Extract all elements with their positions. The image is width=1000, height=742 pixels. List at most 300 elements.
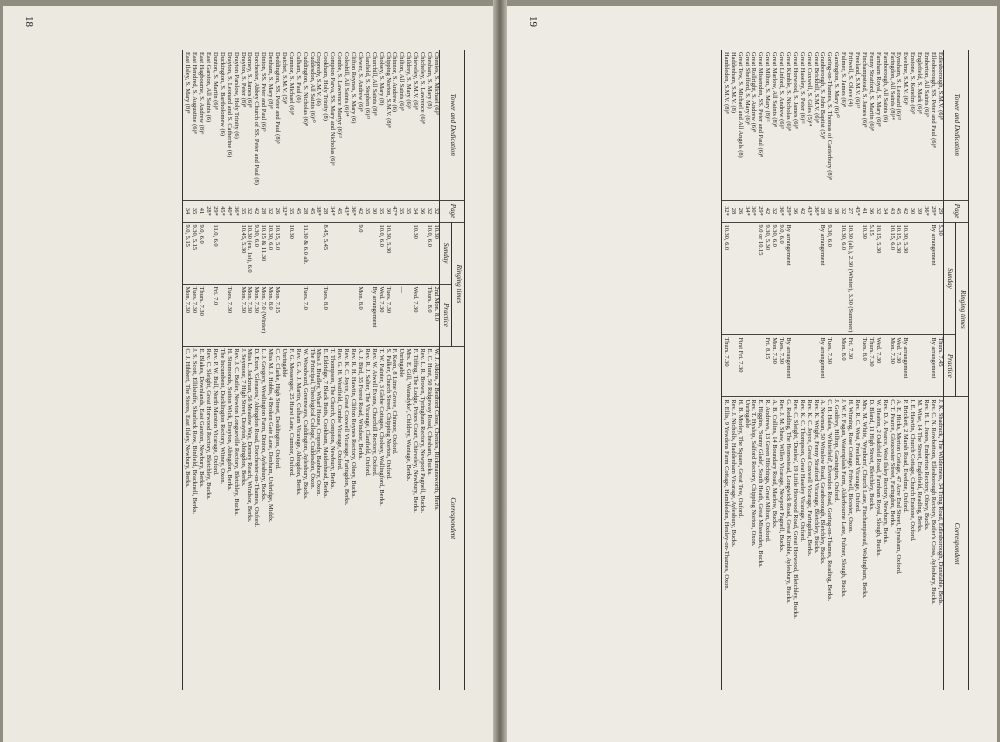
page-ref-cell: 42 bbox=[356, 200, 363, 222]
practice-cell: By arrangement bbox=[784, 335, 791, 397]
page-ref-cell: 42 bbox=[763, 200, 770, 222]
table-row bbox=[404, 50, 411, 690]
sunday-cell: By arrangement bbox=[929, 222, 936, 335]
page-ref-cell: 32 bbox=[432, 200, 439, 222]
sunday-cell: 9.30, 6.0 bbox=[826, 222, 833, 335]
page-ref-cell: 28* bbox=[204, 200, 211, 222]
correspondent-cell: W. J. Atkins, 2 Bedford Close, Chenies, Rickmansworth, Herts. bbox=[432, 346, 439, 690]
table-row bbox=[881, 50, 888, 690]
practice-cell bbox=[308, 284, 315, 346]
page-ref-cell: 41 bbox=[860, 200, 867, 222]
page-ref-cell: 45 bbox=[308, 200, 315, 222]
tower-cell: Dinton, SS. Peter and Paul (6)⁹ bbox=[260, 52, 268, 132]
table-row bbox=[411, 50, 418, 690]
correspondent-cell: M. Wise, 14 The Street, Englefield, Reading, Berks. bbox=[915, 397, 922, 690]
table-row bbox=[315, 50, 322, 690]
sunday-cell: 10.30 (ex. 1st), 6.0 bbox=[246, 222, 253, 284]
tower-cell: Denham, S. Mary (8)⁸ bbox=[267, 52, 275, 109]
correspondent-cell: H. B. Morley, The Square, Great Tew, Oxford. bbox=[736, 397, 743, 690]
sunday-cell: 10.0, 6.0 bbox=[377, 222, 384, 284]
page-ref-cell: 35 bbox=[404, 200, 411, 222]
table-row bbox=[915, 50, 922, 690]
correspondent-cell: R. Andrews, 13 Green Hitchings, Great Milton, Oxford. bbox=[763, 397, 770, 690]
practice-cell bbox=[729, 335, 736, 397]
tower-cell: Edlesborough, S.M.V. (6)⁸ bbox=[936, 52, 944, 120]
correspondent-cell: Unringable bbox=[743, 397, 750, 690]
correspondent-cell: R. Ellis, 9 Yewdens Farm Cottage, Hambleden, Henley-on-Thames, Oxon. bbox=[721, 397, 728, 690]
practice-cell bbox=[812, 335, 819, 397]
tower-cell: Dunton, S. Martin (6)⁸ bbox=[211, 52, 219, 110]
table-row bbox=[259, 50, 266, 690]
table-row bbox=[812, 50, 819, 690]
correspondent-cell: A. Newman, 50 Winslow Road, Granborough, Bletchley, Bucks. bbox=[819, 397, 826, 690]
correspondent-cell: C. C. Clarke, High Street, Deddington, Oxford. bbox=[273, 346, 280, 690]
correspondent-cell: Rev. H. L. Jones, Emberton Rectory, Olney, Bucks. bbox=[922, 397, 929, 690]
correspondent-cell: E. Higgins, 'Sunny Glade', South Heath, Great Missenden, Bucks. bbox=[756, 397, 763, 690]
right-page bbox=[507, 6, 997, 742]
sunday-cell: 10.30, 5.30 bbox=[901, 222, 908, 335]
practice-cell: Thurs. 7.30 bbox=[197, 284, 204, 346]
tower-cell: Freeland, S.M.V. (6)¹³ bbox=[854, 52, 862, 109]
practice-cell: Thurs. 7.45 bbox=[936, 335, 943, 397]
sunday-cell: 10.30 bbox=[287, 222, 294, 284]
tower-cell: Great Tew, S. Michael and All Angels (8) bbox=[736, 52, 744, 158]
correspondent-cell: P. Brickett, 2 Marsh Road, Ewelme, Oxford. bbox=[901, 397, 908, 690]
page-ref-cell: 32 bbox=[266, 200, 273, 222]
header-page: Page bbox=[943, 200, 968, 222]
sunday-cell: 9.0, 5.15 bbox=[183, 222, 190, 284]
tower-cell: Clewer, S. Andrew (6)⁸ bbox=[356, 52, 364, 112]
practice-cell bbox=[335, 284, 342, 346]
correspondent-cell: H. Simmonds, Sutton Wick, Drayton, Abingdon, Berks. bbox=[225, 346, 232, 690]
page-ref-cell: 35 bbox=[239, 200, 246, 222]
page-ref-cell: 28 bbox=[729, 200, 736, 222]
correspondent-cell: F. G. Messenger, 25 Hurst Lane, Cumnor, Oxford. bbox=[287, 346, 294, 690]
table-row bbox=[363, 50, 370, 690]
page-ref-cell: 43 bbox=[888, 200, 895, 222]
practice-cell: Tues. 8.0 bbox=[322, 284, 329, 346]
correspondent-cell: The Principal, Theological College, Cuddesdon, Oxon. bbox=[308, 346, 315, 690]
practice-cell bbox=[404, 284, 411, 346]
practice-cell: Mon. 7.30 bbox=[252, 284, 259, 346]
sunday-cell bbox=[315, 222, 322, 284]
practice-cell bbox=[349, 284, 356, 346]
correspondent-cell: J. K. Shadrack, The Wilderness, 34 Tring Road, Edlesborough, Dunstable, Beds. bbox=[936, 397, 943, 690]
page-ref-cell: 43* bbox=[805, 200, 812, 222]
tower-cell: Great Marlow, All Saints (8)⁸ bbox=[771, 52, 779, 128]
table-row bbox=[418, 50, 425, 690]
practice-cell bbox=[315, 284, 322, 346]
sunday-cell: 9.0 bbox=[356, 222, 363, 284]
correspondent-cell: C. H. Hales, 'Whitefield', Elvendon Road, Goring-on-Thames, Reading, Berks. bbox=[826, 397, 833, 690]
table-row bbox=[874, 50, 881, 690]
correspondent-cell: F. Tiffing, The Lodge, Priors Court, Chieveley, Newbury, Berks. bbox=[411, 346, 418, 690]
table-row bbox=[888, 50, 895, 690]
page-ref-cell: 32 bbox=[770, 200, 777, 222]
tower-cell: Haddenham, S.M.V. (8) bbox=[729, 52, 737, 113]
tower-cell: Farnham Royal, S. Mary (6)⁸ bbox=[874, 52, 882, 127]
practice-cell: Thurs. 8.0 bbox=[425, 284, 432, 346]
tower-cell: Drayton, S. Peter (8)⁸ bbox=[239, 52, 247, 108]
sunday-cell: 9.30, 6.0 bbox=[252, 222, 259, 284]
practice-cell bbox=[853, 335, 860, 397]
practice-cell: By arrangement bbox=[370, 284, 377, 346]
sunday-cell bbox=[404, 222, 411, 284]
table-row bbox=[349, 50, 356, 690]
sunday-cell bbox=[743, 222, 750, 335]
correspondent-cell: D. Exon, 'Glenaros,' Abingdon Road, Dorchester-on-Thames, Oxford. bbox=[252, 346, 259, 690]
tower-cell: Compton Parva, SS. Mary and Nicholas (6)⁶ bbox=[329, 52, 337, 166]
correspondent-cell: E. Eldridge, 7 Black Butts, Cookham, Maidenhead, Berks. bbox=[322, 346, 329, 690]
practice-cell bbox=[280, 284, 287, 346]
tower-cell: East Hagbourne, S. Andrew (8)⁶ bbox=[198, 52, 206, 135]
page-ref-cell: 36 bbox=[791, 200, 798, 222]
header-sunday: Sunday bbox=[439, 222, 452, 284]
practice-cell: Mon. 7.15 bbox=[273, 284, 280, 346]
tower-cell: Chieveley, S.M.V. (6)⁸ bbox=[412, 52, 420, 110]
sunday-cell bbox=[363, 222, 370, 284]
page-ref-cell: 34 bbox=[881, 200, 888, 222]
table-row bbox=[721, 50, 728, 690]
table-row bbox=[867, 50, 874, 690]
page-ref-cell: 28 bbox=[259, 200, 266, 222]
table-row bbox=[239, 50, 246, 690]
correspondent-cell: A. J. Bird, 35 Forest Road, Windsor, Berks. bbox=[356, 346, 363, 690]
page-ref-cell: 29 bbox=[936, 200, 943, 222]
practice-cell bbox=[908, 335, 915, 397]
correspondent-cell: Rev. L. R. Brown, Tyringham Rectory, Newport Pagnell, Bucks. bbox=[418, 346, 425, 690]
practice-cell bbox=[743, 335, 750, 397]
page-ref-cell: 28 bbox=[301, 200, 308, 222]
page-ref-cell: 26 bbox=[273, 200, 280, 222]
header-correspondent: Correspondent bbox=[439, 346, 464, 690]
tower-cell: Datchet, S.M.V. (5)⁸ bbox=[280, 52, 288, 105]
practice-cell bbox=[791, 335, 798, 397]
correspondent-cell: W. Woodward, Greenways, Cuddington, Aylesbury, Bucks. bbox=[301, 346, 308, 690]
correspondent-cell: Rev. K. C. Joyce, Great Coxwell Vicarage, Faringdon, Berks. bbox=[805, 397, 812, 690]
page-ref-cell: 34 bbox=[183, 200, 190, 222]
tower-cell: Great Coxwell, S. Giles (5)¹⁴ bbox=[805, 52, 813, 127]
correspondent-cell: J. Godfrey, Hilltop, Garsington, Oxford. bbox=[832, 397, 839, 690]
sunday-cell: 10.30 bbox=[411, 222, 418, 284]
table-row bbox=[342, 50, 349, 690]
right-page-rotated-content bbox=[507, 6, 997, 742]
sunday-cell bbox=[308, 222, 315, 284]
correspondent-cell: Rev. J. C. Butler, Newton Longueville Rectory, Bletchley, Bucks. bbox=[232, 346, 239, 690]
table-row bbox=[328, 50, 335, 690]
page-ref-cell: 34* bbox=[743, 200, 750, 222]
tower-cell: Hambleden, S.M.V. (8)⁸ bbox=[721, 50, 728, 200]
page-ref-cell: 36* bbox=[232, 200, 239, 222]
sunday-cell: 10.30 bbox=[860, 222, 867, 335]
sunday-cell: 9.30, 5.15 bbox=[190, 222, 197, 284]
page-ref-cell: 45* bbox=[853, 200, 860, 222]
table-row bbox=[308, 50, 315, 690]
page-number: 18 bbox=[23, 16, 35, 27]
page-ref-cell: 29* bbox=[756, 200, 763, 222]
tower-cell: Culham, S. Paul (6) bbox=[294, 52, 302, 103]
correspondent-cell: Rev. R. J. Salter, The Vicarage, Clanfield, Oxford. bbox=[363, 346, 370, 690]
sunday-cell bbox=[791, 222, 798, 335]
practice-cell: Wed. 7.30 bbox=[895, 335, 902, 397]
page-ref-cell: 32 bbox=[425, 200, 432, 222]
sunday-cell bbox=[881, 222, 888, 335]
correspondent-cell: C. J. Hibbert, The Stores, East Ilsley, Newbury, Berks. bbox=[183, 346, 190, 690]
correspondent-cell: J. S. Scott, Ellilstuffe, Shurlock Row, Binfield, Bracknell, Berks. bbox=[190, 346, 197, 690]
practice-cell bbox=[204, 284, 211, 346]
tower-cell: Deddington, SS. Peter and Paul (8)⁵ bbox=[274, 52, 282, 144]
table-row bbox=[763, 50, 770, 690]
tower-cell: Drayton, S. Leonard and S. Catherine (6) bbox=[225, 52, 233, 158]
page-ref-cell: 36* bbox=[349, 200, 356, 222]
tower-cell: Ewelme, S.M.V. (6)⁶ bbox=[902, 52, 910, 106]
tower-cell: Cuddesdon, All Saints (6)¹⁰ bbox=[308, 52, 316, 123]
table-row bbox=[819, 50, 826, 690]
tower-cell: Dorchester, Abbey Church of SS. Peter and Paul (8) bbox=[253, 52, 261, 185]
page-ref-cell: 38 bbox=[832, 200, 839, 222]
practice-cell bbox=[750, 335, 757, 397]
tower-cell: Childrey, S. Mary (6)⁵ bbox=[405, 52, 413, 110]
sunday-cell bbox=[832, 222, 839, 335]
practice-cell bbox=[342, 284, 349, 346]
page-ref-cell: 30* bbox=[750, 200, 757, 222]
correspondent-cell: Mrs. E. Gill, 'Wansdyke', Childrey, Wantage, Berks. bbox=[404, 346, 411, 690]
tower-cell: Eynsham, S. Leonard (6)¹² bbox=[895, 52, 903, 120]
sunday-cell: 9.0, 6.0 bbox=[197, 222, 204, 284]
page-number: 19 bbox=[527, 16, 539, 27]
table-row bbox=[287, 50, 294, 690]
header-correspondent: Correspondent bbox=[943, 397, 968, 690]
page-ref-cell: 28 bbox=[819, 200, 826, 222]
sunday-cell bbox=[397, 222, 404, 284]
tower-cell: Finchampstead, S. James (6)⁸ bbox=[860, 52, 868, 128]
tower-cell: Emberton, All Saints (6)⁹ bbox=[923, 52, 931, 117]
table-row bbox=[895, 50, 902, 690]
correspondent-cell: Miss L. Jackman, 56 Meadow Way, Dorney Reach, Windsor, Berks. bbox=[246, 346, 253, 690]
left-page bbox=[3, 6, 493, 742]
table-row bbox=[232, 50, 239, 690]
tower-cell: Clanfield, S. Stephen (6)¹³ bbox=[363, 52, 371, 120]
tower-cell: Great Brickhill, S.M.V. (6)⁸ bbox=[812, 52, 820, 123]
tower-cell: Churchill, All Saints (8)⁸ bbox=[370, 52, 378, 116]
tower-cell: Chinnor, S. Andrew (6) bbox=[391, 52, 399, 112]
tower-cell: East Ilsley, S. Mary (8)⁸ bbox=[183, 50, 190, 200]
page-ref-cell: 34 bbox=[411, 200, 418, 222]
practice-cell: Tues. 7.0 bbox=[301, 284, 308, 346]
practice-cell: Wed. 7.30 bbox=[874, 335, 881, 397]
sunday-cell bbox=[225, 222, 232, 284]
table-row bbox=[397, 50, 404, 690]
tower-cell: Garsington, S. Mary (6)¹⁰ bbox=[833, 52, 841, 118]
practice-cell: Thurs. 7.30 bbox=[867, 335, 874, 397]
table-row bbox=[335, 50, 342, 690]
correspondent-cell: J. Seymour, 7 High Street, Drayton, Abingdon, Berks. bbox=[239, 346, 246, 690]
practice-cell: Tues. 7.30 bbox=[190, 284, 197, 346]
practice-cell bbox=[832, 335, 839, 397]
sunday-cell bbox=[391, 222, 398, 284]
correspondent-cell: T. W. Painter, 3 Glebe Cottages, Cholsey, Wallingford, Berks. bbox=[377, 346, 384, 690]
sunday-cell: 9.0 or 10.15 bbox=[756, 222, 763, 335]
practice-cell bbox=[805, 335, 812, 397]
table-row bbox=[770, 50, 777, 690]
practice-cell bbox=[922, 335, 929, 397]
sunday-cell bbox=[218, 222, 225, 284]
tower-cell: Cholsey, S. Mary (8) bbox=[377, 52, 385, 106]
sunday-cell bbox=[294, 222, 301, 284]
table-row bbox=[197, 50, 204, 690]
tower-cell: Drayton Parslow, Holy Trinity (6) bbox=[232, 52, 240, 139]
sunday-cell bbox=[349, 222, 356, 284]
tower-cell: Chipping Norton, S.M.V. (8)⁸ bbox=[384, 52, 392, 128]
correspondent-cell: Rev. D. A. Pearce, West Ilsley Rectory, Newbury, Berks. bbox=[881, 397, 888, 690]
page-ref-cell: 36* bbox=[922, 200, 929, 222]
sunday-cell: 10.30, 5.30 bbox=[384, 222, 391, 284]
sunday-cell: 9.30, 6.0 bbox=[770, 222, 777, 335]
tower-cell: East Hendred, S. Augustine (6)⁸ bbox=[191, 52, 199, 134]
page-ref-cell: 45 bbox=[895, 200, 902, 222]
practice-cell: By arrangement bbox=[901, 335, 908, 397]
sunday-cell: 11.0, 6.0 bbox=[211, 222, 218, 284]
sunday-cell bbox=[812, 222, 819, 335]
tower-cell: Goring-on-Thames, S. Thomas of Canterbury (8)⁸ bbox=[826, 52, 834, 180]
page-ref-cell: 36 bbox=[418, 200, 425, 222]
table-row bbox=[280, 50, 287, 690]
tower-cell: Great Haseley, S. Peter (6)¹¹ bbox=[798, 52, 806, 124]
practice-cell bbox=[363, 284, 370, 346]
sunday-cell: 10.30, 6.0 bbox=[721, 222, 728, 335]
sunday-cell: 10.30, 6.0 bbox=[839, 222, 846, 335]
table-row bbox=[826, 50, 833, 690]
table-row bbox=[853, 50, 860, 690]
page-ref-cell: 29* bbox=[929, 200, 936, 222]
table-row bbox=[432, 50, 439, 690]
practice-cell: 2nd Mon. 8.0 bbox=[432, 284, 439, 346]
table-row bbox=[190, 50, 197, 690]
table-row bbox=[391, 50, 398, 690]
practice-cell: Fri. 8.15 bbox=[763, 335, 770, 397]
header-sunday: Sunday bbox=[943, 222, 956, 335]
table-row bbox=[266, 50, 273, 690]
sunday-cell: 10.0, 6.0 bbox=[425, 222, 432, 284]
table-row bbox=[252, 50, 259, 690]
practice-cell: Wed. 7.30 bbox=[377, 284, 384, 346]
practice-cell bbox=[218, 284, 225, 346]
sunday-cell: 8.45, 5.45 bbox=[322, 222, 329, 284]
tower-cell: Cuddington, S. Nicholas (6)⁸ bbox=[301, 52, 309, 127]
sunday-cell bbox=[750, 222, 757, 335]
practice-cell: By arrangement bbox=[819, 335, 826, 397]
sunday-cell: 10.15, 5.30 bbox=[895, 222, 902, 335]
practice-cell: By arrangement bbox=[929, 335, 936, 397]
correspondent-cell: Rev. K. C. Thompson, Great Haseley Vicarage, Oxford. bbox=[798, 397, 805, 690]
table-row bbox=[377, 50, 384, 690]
practice-cell: Mon. 7.0 (Winter) bbox=[259, 284, 266, 346]
page-ref-cell: 32 bbox=[874, 200, 881, 222]
left-page-rotated-content bbox=[3, 6, 493, 742]
page-ref-cell: 41 bbox=[197, 200, 204, 222]
practice-cell: Tues. 7.30 bbox=[225, 284, 232, 346]
tower-cell: Cookham, Holy Trinity (8) bbox=[322, 52, 330, 121]
practice-cell bbox=[294, 284, 301, 346]
sunday-cell bbox=[370, 222, 377, 284]
page-ref-cell: 30 bbox=[384, 200, 391, 222]
page-ref-cell: 45 bbox=[294, 200, 301, 222]
page-ref-cell: 35 bbox=[377, 200, 384, 222]
table-row bbox=[246, 50, 253, 690]
correspondent-cell: G. Redding, The Homestead, Longwick Road, Great Kimble, Aylesbury, Bucks. bbox=[784, 397, 791, 690]
tower-cell: Great Horwood, S. James (6)⁸ bbox=[791, 52, 799, 129]
tower-cell: Great Kimble, S. Nicholas (6)⁸ bbox=[784, 52, 792, 131]
table-row bbox=[756, 50, 763, 690]
table-row bbox=[384, 50, 391, 690]
sunday-cell: 11.30 & 6.0 alt. bbox=[301, 222, 308, 284]
page-ref-cell: 29* bbox=[784, 200, 791, 222]
tower-cell: Chicheley, S. Lawrence (6)⁸ bbox=[419, 52, 427, 124]
correspondent-cell: Rev. G. A. J. Martin, Culham Vicarage, Abingdon, Berks. bbox=[294, 346, 301, 690]
correspondent-cell: Rev. C. N. Rowbottom, Ellesborough Rectory, Butler's Cross, Aylesbury, Bucks. bbox=[929, 397, 936, 690]
table-row bbox=[322, 50, 329, 690]
page-ref-cell: 35 bbox=[287, 200, 294, 222]
table-row bbox=[922, 50, 929, 690]
practice-cell: Mon. 7.30 bbox=[246, 284, 253, 346]
practice-cell: Tues. 7.30 bbox=[826, 335, 833, 397]
tower-cell: Faringdon, All Saints (8)¹⁴ bbox=[888, 52, 896, 120]
practice-cell: Tues. 8.0 bbox=[860, 335, 867, 397]
correspondent-cell: T. Thompson, The Church, Compton, Newbury, Berks. bbox=[328, 346, 335, 690]
sunday-cell bbox=[798, 222, 805, 335]
table-row bbox=[204, 50, 211, 690]
table-row bbox=[211, 50, 218, 690]
header-practice: Practice bbox=[439, 284, 452, 346]
sunday-cell bbox=[805, 222, 812, 335]
towers-table-left bbox=[182, 50, 465, 690]
correspondent-cell: H. Winning, Rose Cottage, Fritwell, Bicester, Oxon. bbox=[846, 397, 853, 690]
practice-cell: — bbox=[397, 284, 404, 346]
correspondent-cell: Rev. J. M. Shaw, Willen Vicarage, Newport Pagnell, Bucks. bbox=[777, 397, 784, 690]
page-ref-cell: 35 bbox=[363, 200, 370, 222]
table-row bbox=[370, 50, 377, 690]
sunday-cell bbox=[342, 222, 349, 284]
correspondent-cell: Rev. R. H. Hawtin, Clifton Reynes Rectory, Olney, Bucks. bbox=[349, 346, 356, 690]
sunday-cell: 10.45, 5.30 bbox=[239, 222, 246, 284]
sunday-cell bbox=[232, 222, 239, 284]
tower-cell: Great Shefford, S. Mary (6)⁶ bbox=[743, 52, 751, 126]
correspondent-cell: Rev. J. Nicholls, Haddenham Vicarage, Aylesbury, Bucks. bbox=[729, 397, 736, 690]
page-ref-cell: 30 bbox=[370, 200, 377, 222]
correspondent-cell: L. J. Gregory, Westlington Farm, Dinton, Aylesbury, Bucks. bbox=[259, 346, 266, 690]
table-row bbox=[750, 50, 757, 690]
practice-cell bbox=[328, 284, 335, 346]
practice-cell: Mon. 7.30 bbox=[239, 284, 246, 346]
page-ref-cell: 36* bbox=[777, 200, 784, 222]
correspondent-cell: E. C. Hunt, 50 Ridgeway Road, Chesham, Bucks. bbox=[425, 346, 432, 690]
page-ref-cell: 43* bbox=[342, 200, 349, 222]
tower-cell: Great Missenden, SS. Peter and Paul (6)⁸ bbox=[757, 52, 765, 158]
tower-cell: Englefield, S. Mark (6)⁸ bbox=[916, 52, 924, 114]
tower-cell: Great Rollright, S. Andrew (6)⁸ bbox=[750, 52, 758, 133]
sunday-cell bbox=[335, 222, 342, 284]
practice-cell bbox=[418, 284, 425, 346]
page-ref-cell: 40* bbox=[225, 200, 232, 222]
page-ref-cell: 32 bbox=[246, 200, 253, 222]
correspondent-cell: Rev. R. C. West, Freeland Vicarage, Oxford. bbox=[853, 397, 860, 690]
practice-cell: Fri. 7.0 bbox=[211, 284, 218, 346]
correspondent-cell: The Incumbent, Ducklington Rectory, Witney, Oxon. bbox=[218, 346, 225, 690]
correspondent-cell: W. Heaton, 2 Oakfield Road, Farnham Royal, Slough, Bucks. bbox=[874, 397, 881, 690]
correspondent-cell: Rev. W. Atwell Evans, Churchill Rectory, Oxford. bbox=[370, 346, 377, 690]
sunday-cell: 5.30 bbox=[936, 222, 943, 335]
table-row bbox=[425, 50, 432, 690]
